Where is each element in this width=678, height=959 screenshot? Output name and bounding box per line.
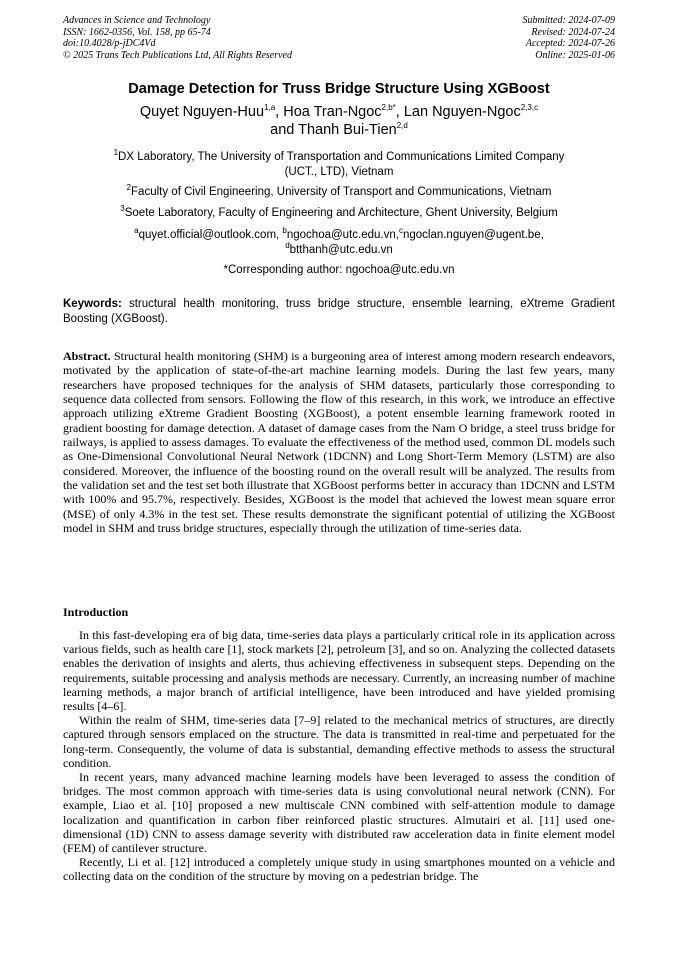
paragraph: In this fast-developing era of big data, time-series data plays a particularly critical role in its application across various fields, such as health care [1], stock markets [2], petroleum [3], and so on. Analyzing the collected datasets enables the derivation of insights and alerts, thus achieving effectiveness in subsequent steps. Depending on the requirements, suitable processing and analysis methods are necessary. Currently, an increasing number of machine learning methods, a major branch of artificial intelligence, have been introduced and have yielded promising results [4–6]. — [63, 628, 615, 714]
author-name: Quyet Nguyen-Huu — [139, 104, 265, 120]
author-sep: , — [395, 104, 404, 120]
affiliation-line: DX Laboratory, The University of Transportation and Communications Limited Company — [118, 151, 565, 163]
copyright: © 2025 Trans Tech Publications Ltd, All Rights Reserved — [63, 49, 292, 61]
author-sup: 2,b* — [381, 103, 396, 113]
author-list — [60, 103, 618, 139]
online-date: Online: 2025-01-06 — [535, 49, 615, 61]
doi: doi:10.4028/p-jDC4Vd — [63, 38, 156, 49]
affiliation-sup: 1 — [113, 148, 119, 158]
affiliation-sup: 3 — [120, 204, 125, 214]
email-link[interactable]: quyet.official@outlook.com — [138, 229, 277, 241]
author-sup: 2,d — [396, 121, 408, 131]
issn: ISSN: 1662-0356, Vol. 158, pp 65-74 — [63, 26, 211, 38]
paragraph: Within the realm of SHM, time-series data [7–9] related to the mechanical metrics of structures, are directly captured through sensors emplaced on the structure. The data is transmitted in real-time and perpetuated for the long-term. Consequently, the volume of data is substantial, demanding effective methods to assess the structural condition. — [63, 713, 615, 770]
author-sep: , — [275, 104, 284, 120]
keywords-section — [63, 297, 615, 326]
journal-name: Advances in Science and Technology — [63, 15, 211, 26]
abstract-section — [63, 349, 615, 535]
submitted-date: Submitted: 2024-07-09 — [522, 15, 615, 26]
affiliation-line: (UCT., LTD), Vietnam — [284, 165, 394, 178]
abstract-label: Abstract. — [63, 349, 111, 363]
email-link[interactable]: btthanh@utc.edu.vn — [289, 244, 393, 256]
author-name: Lan Nguyen-Ngoc — [403, 104, 521, 120]
affiliation-line: Soete Laboratory, Faculty of Engineering and Architecture, Ghent University, Belgium — [124, 207, 558, 219]
paragraph: In recent years, many advanced machine learning models have been leveraged to assess the condition of bridges. The most common approach with time-series data is using convolutional neural network (CNN). For example, Liao et al. [10] proposed a new multiscale CNN combined with self-attention module to damage localization and quantification in carbon fiber reinforced plastic structures. Almutairi et al. [11] used one-dimensional (1D) CNN to assess damage severity with distributed raw acceleration data in finite element model (FEM) of cantilever structure. — [63, 770, 615, 856]
accepted-date: Accepted: 2024-07-26 — [525, 38, 615, 49]
author-name: Thanh Bui-Tien — [298, 122, 397, 138]
paper-title: Damage Detection for Truss Bridge Structure Using XGBoost — [128, 81, 550, 97]
affiliation-2 — [60, 185, 618, 200]
keywords-text: structural health monitoring, truss bridge structure, ensemble learning, eXtreme Gradient Boosting (XGBoost). — [63, 298, 615, 325]
email-link[interactable]: ngochoa@utc.edu.vn — [286, 229, 396, 241]
journal-info — [63, 15, 292, 61]
author-sep: and — [270, 122, 299, 138]
submission-dates — [523, 15, 616, 61]
corresponding-author: *Corresponding author: ngochoa@utc.edu.vn — [223, 264, 455, 276]
introduction-body — [63, 628, 615, 884]
revised-date: Revised: 2024-07-24 — [531, 26, 615, 38]
affiliation-sup: 2 — [126, 183, 132, 193]
author-sup: 2,3,c — [520, 103, 539, 113]
paragraph: Recently, Li et al. [12] introduced a completely unique study in using smartphones mounted on a vehicle and collecting data on the condition of the structure by moving on a pedestrian bridge. The — [63, 855, 615, 884]
affiliation-1 — [60, 150, 618, 179]
affiliation-line: Faculty of Civil Engineering, University of Transport and Communications, Vietnam — [131, 186, 552, 198]
section-heading: Introduction — [63, 605, 129, 619]
author-sup: 1,a — [264, 103, 276, 113]
affiliation-3 — [60, 206, 618, 221]
keywords-label: Keywords: — [63, 298, 122, 310]
email-list: $^a$quyet.official@outlook.com, $^b$ngochoa@utc.edu.vn,$^c$ngoclan.nguyen@ugent.be, $^d$btthanh@utc.edu.vn — [134, 226, 544, 256]
abstract-text: Structural health monitoring (SHM) is a burgeoning area of interest among modern research endeavors, motivated by the application of state-of-the-art machine learning models. During the last few years, many researchers have proposed techniques for the analysis of SHM datasets, particularly those corresponding to sequence data collected from sensors. Following the flow of this research, in this work, we introduce an effective approach utilizing eXtreme Gradient Boosting (XGBoost), a potent ensemble learning framework rooted in gradient boosting for damage detection. A dataset of damage cases from the Nam O bridge, a steel truss bridge for railways, is applied to assess damages. To evaluate the effectiveness of the method used, common DL models such as One-Dimensional Convolutional Neural Network (1DCNN) and Long Short-Term Memory (LSTM) are also considered. Moreover, the influence of the boosting round on the overall result will be analyzed. The results from the validation set and the test set both illustrate that XGBoost performs better in accuracy than 1DCNN and LSTM with 100% and 95.7%, respectively. Besides, XGBoost is the model that achieved the lowest mean square error (MSE) of only 4.3% in the test set. These results demonstrate the significant potential of utilizing the XGBoost model in SHM and truss bridge structures, especially through the utilization of time-series data. — [63, 349, 615, 536]
email-link[interactable]: ngoclan.nguyen@ugent.be — [402, 229, 541, 241]
author-name: Hoa Tran-Ngoc — [283, 104, 382, 120]
